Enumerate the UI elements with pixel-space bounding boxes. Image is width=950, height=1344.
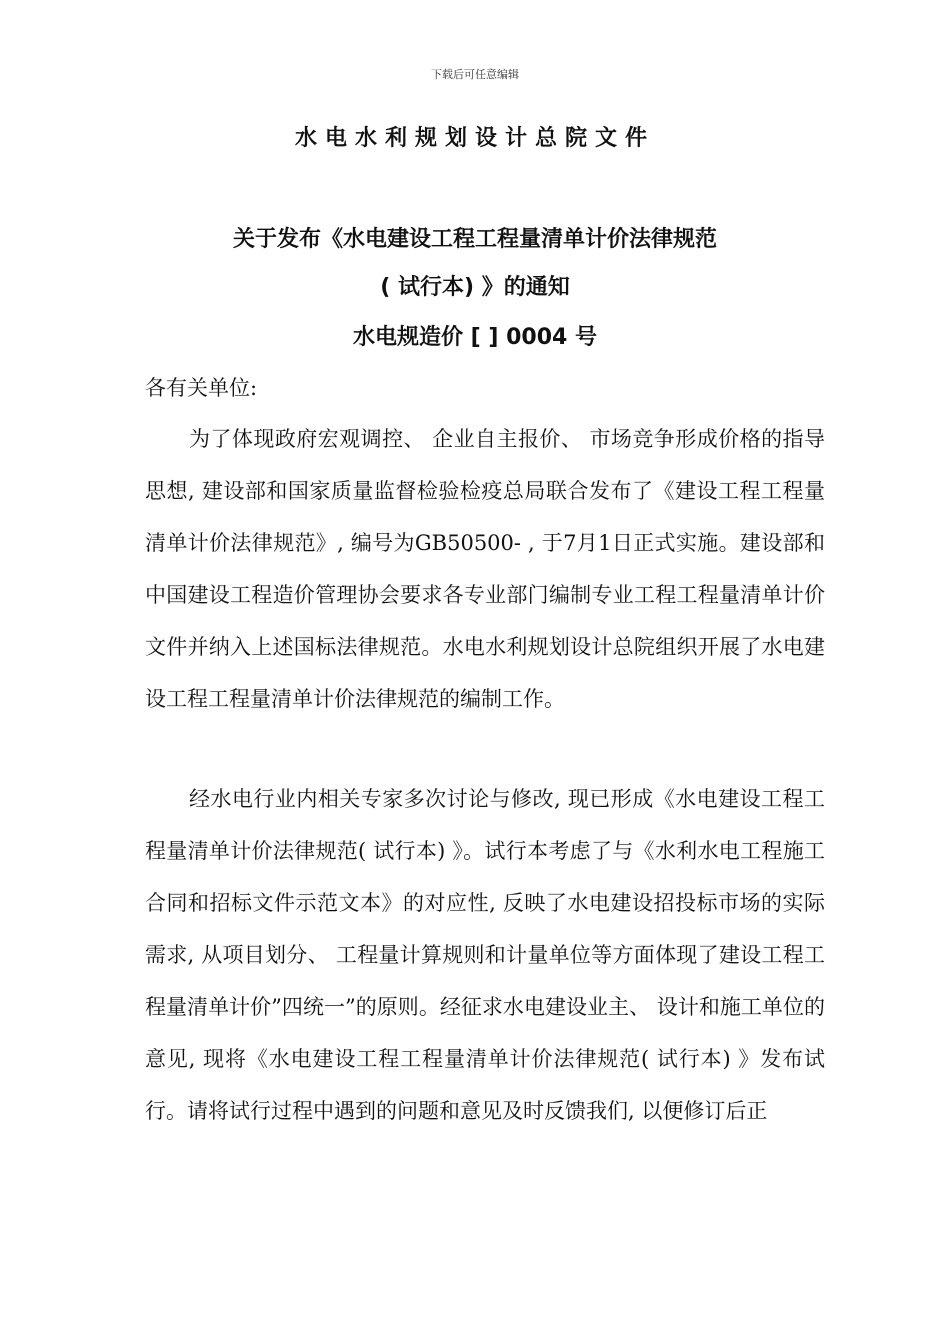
salutation: 各有关单位: [145, 376, 258, 400]
page-header-note: 下载后可任意编辑 [431, 68, 519, 81]
paragraph-text: 为了体现政府宏观调控、 企业自主报价、 市场竞争形成价格的指导思想, 建设部和国家质量监督检验检疫总局联合发布了《建设工程工程量清单计价法律规范》, 编号为GB50500- , 于7月1日正式实施。建设部和中国建设工程造价管理协会要求各专业部门编制专业工程工程量清单计价文件并纳入上述国标法律规范。水电水利规划设计总院组织开展了水电建设工程工程量清单计价法律规范的编制工作。 [145, 427, 825, 711]
document-number: 水电规造价 [ ] 0004 号 [353, 325, 597, 350]
body-paragraph-1 [145, 413, 825, 725]
document-title-line-2: ( 试行本) 》的通知 [380, 275, 570, 300]
document-title-line-1: 关于发布《水电建设工程工程量清单计价法律规范 [232, 227, 717, 252]
organization-title: 水电水利规划设计总院文件 [294, 126, 655, 151]
paragraph-text: 经水电行业内相关专家多次讨论与修改, 现已形成《水电建设工程工程量清单计价法律规范( 试行本) 》。试行本考虑了与《水利水电工程施工合同和招标文件示范文本》的对应性, 反映了水电建设招投标市场的实际需求, 从项目划分、 工程量计算规则和计量单位等方面体现了建设工程工程量清单计价”四统一”的原则。经征求水电建设业主、 设计和施工单位的意见, 现将《水电建设工程工程量清单计价法律规范( 试行本) 》发布试行。请将试行过程中遇到的问题和意见及时反馈我们, 以便修订后正 [145, 787, 825, 1123]
body-paragraph-2 [145, 773, 825, 1137]
